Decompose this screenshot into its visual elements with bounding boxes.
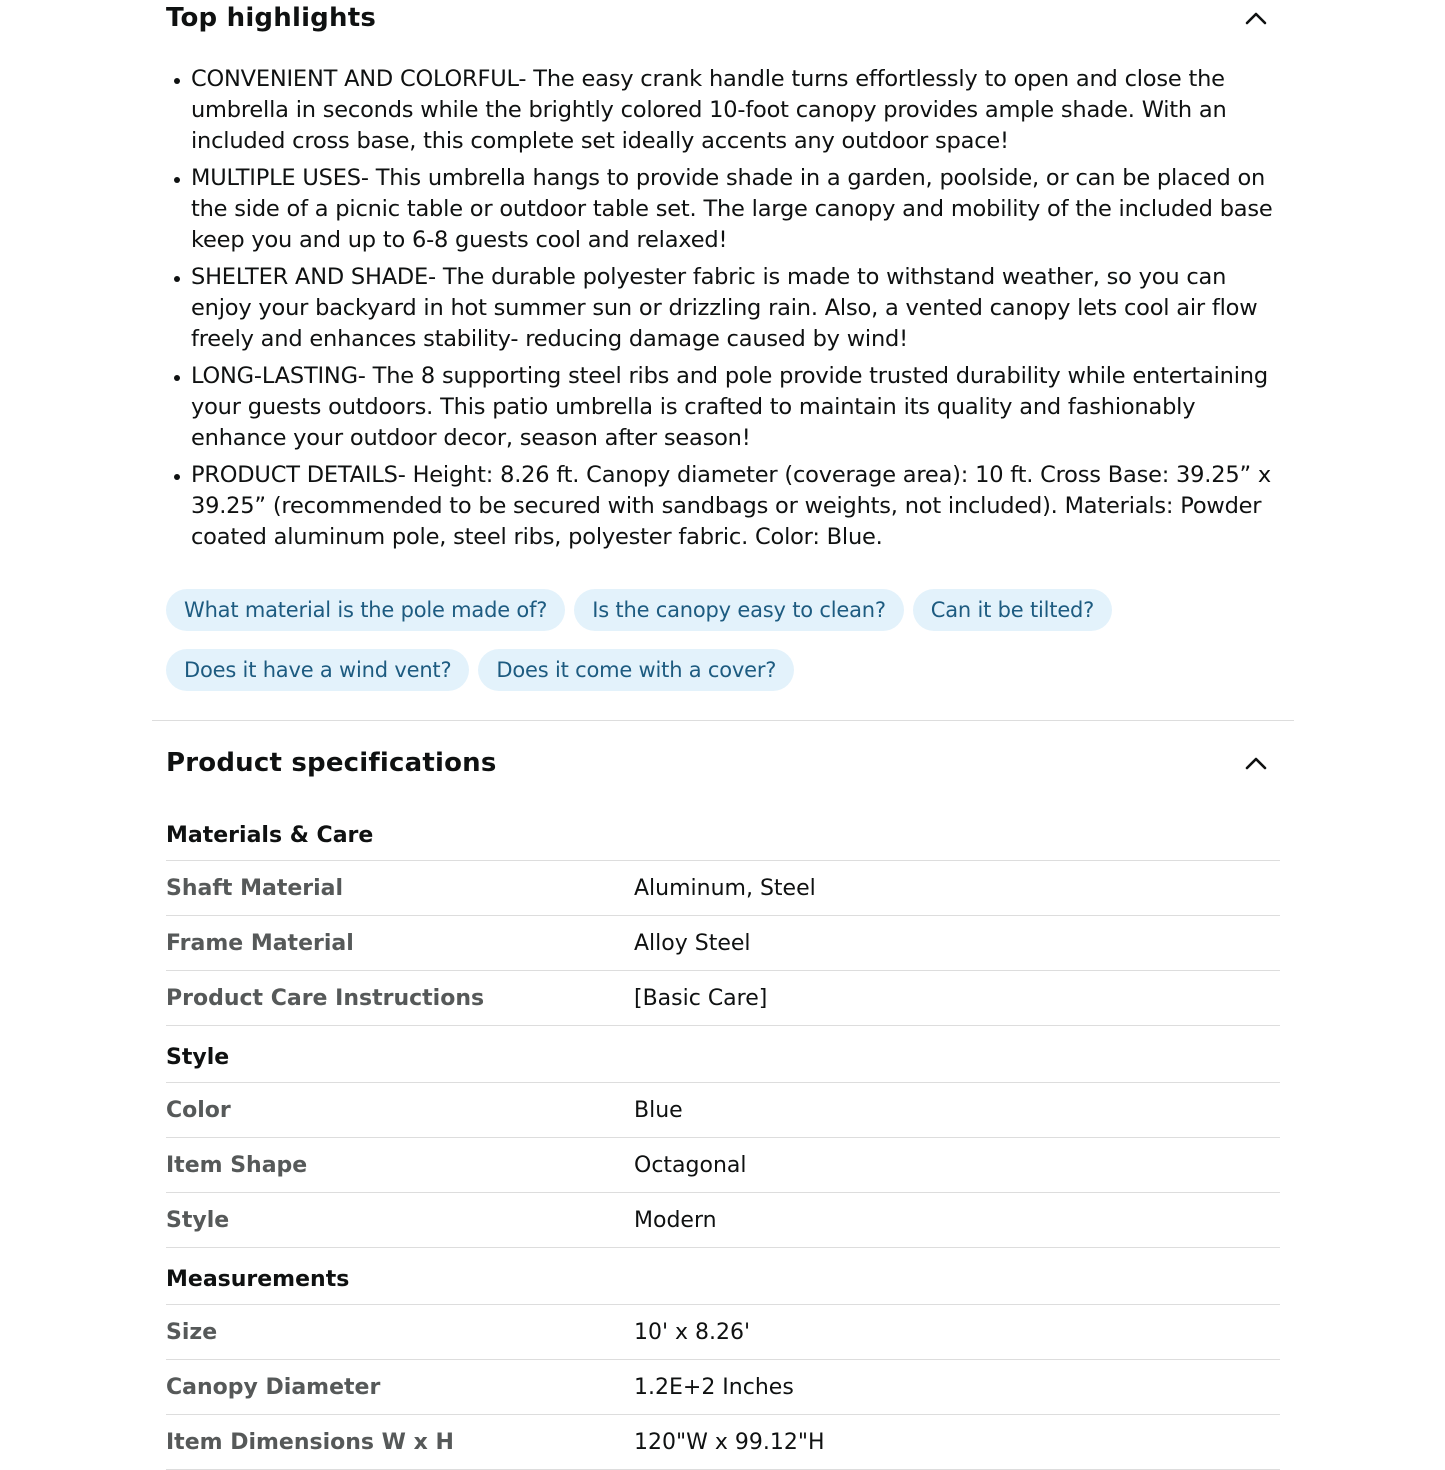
specifications-table bbox=[166, 810, 1280, 1470]
spec-value: Blue bbox=[634, 1097, 683, 1123]
spec-row bbox=[166, 1415, 1280, 1470]
spec-value: 10' x 8.26' bbox=[634, 1319, 751, 1345]
question-chip-pole-material[interactable]: What material is the pole made of? bbox=[166, 589, 565, 631]
spec-group-title: Materials & Care bbox=[166, 810, 1280, 861]
spec-row bbox=[166, 971, 1280, 1026]
spec-label: Canopy Diameter bbox=[166, 1374, 381, 1400]
highlights-list bbox=[166, 64, 1286, 559]
chevron-up-icon bbox=[1245, 11, 1267, 25]
collapse-specifications-button[interactable] bbox=[1242, 749, 1270, 777]
spec-label: Frame Material bbox=[166, 930, 354, 956]
spec-value: 1.2E+2 Inches bbox=[634, 1374, 794, 1400]
product-specifications-header[interactable] bbox=[166, 744, 1278, 782]
spec-row bbox=[166, 1083, 1280, 1138]
spec-group-materials-care bbox=[166, 810, 1280, 1026]
question-chips bbox=[166, 589, 1286, 691]
highlight-item: PRODUCT DETAILS- Height: 8.26 ft. Canopy diameter (coverage area): 10 ft. Cross Base: 39.25” x 39.25” (recommended to be secured with sandbags or weights, not included). Materials: Powder coated aluminum pole, steel ribs, polyester fabric. Color: Blue. bbox=[166, 460, 1286, 553]
top-highlights-title: Top highlights bbox=[166, 3, 377, 33]
collapse-highlights-button[interactable] bbox=[1242, 4, 1270, 32]
spec-group-title: Style bbox=[166, 1032, 1280, 1083]
spec-row bbox=[166, 861, 1280, 916]
highlight-item: SHELTER AND SHADE- The durable polyester fabric is made to withstand weather, so you can enjoy your backyard in hot summer sun or drizzling rain. Also, a vented canopy lets cool air flow freely and enhances stability- reducing damage caused by wind! bbox=[166, 262, 1286, 355]
spec-value: 120"W x 99.12"H bbox=[634, 1429, 825, 1455]
section-divider bbox=[152, 720, 1294, 721]
spec-group-style bbox=[166, 1032, 1280, 1248]
spec-value: Aluminum, Steel bbox=[634, 875, 816, 901]
spec-label: Color bbox=[166, 1097, 231, 1123]
question-chip-tilt[interactable]: Can it be tilted? bbox=[913, 589, 1112, 631]
question-chip-canopy-clean[interactable]: Is the canopy easy to clean? bbox=[574, 589, 904, 631]
spec-row bbox=[166, 916, 1280, 971]
top-highlights-header[interactable] bbox=[166, 0, 1278, 36]
product-specifications-title: Product specifications bbox=[166, 748, 497, 778]
spec-label: Style bbox=[166, 1207, 230, 1233]
spec-label: Shaft Material bbox=[166, 875, 344, 901]
highlight-item: CONVENIENT AND COLORFUL- The easy crank handle turns effortlessly to open and close the umbrella in seconds while the brightly colored 10-foot canopy provides ample shade. With an included cross base, this complete set ideally accents any outdoor space! bbox=[166, 64, 1286, 157]
spec-row bbox=[166, 1360, 1280, 1415]
chevron-up-icon bbox=[1245, 756, 1267, 770]
spec-row bbox=[166, 1138, 1280, 1193]
spec-value: Alloy Steel bbox=[634, 930, 751, 956]
highlight-item: LONG-LASTING- The 8 supporting steel ribs and pole provide trusted durability while entertaining your guests outdoors. This patio umbrella is crafted to maintain its quality and fashionably enhance your outdoor decor, season after season! bbox=[166, 361, 1286, 454]
spec-value: [Basic Care] bbox=[634, 985, 768, 1011]
spec-row bbox=[166, 1193, 1280, 1248]
question-chip-cover[interactable]: Does it come with a cover? bbox=[478, 649, 794, 691]
spec-label: Product Care Instructions bbox=[166, 985, 485, 1011]
highlight-item: MULTIPLE USES- This umbrella hangs to provide shade in a garden, poolside, or can be placed on the side of a picnic table or outdoor table set. The large canopy and mobility of the included base keep you and up to 6-8 guests cool and relaxed! bbox=[166, 163, 1286, 256]
spec-value: Octagonal bbox=[634, 1152, 747, 1178]
spec-label: Size bbox=[166, 1319, 218, 1345]
spec-label: Item Dimensions W x H bbox=[166, 1429, 454, 1455]
question-chip-wind-vent[interactable]: Does it have a wind vent? bbox=[166, 649, 469, 691]
spec-group-title: Measurements bbox=[166, 1254, 1280, 1305]
spec-group-measurements bbox=[166, 1254, 1280, 1470]
spec-value: Modern bbox=[634, 1207, 717, 1233]
spec-label: Item Shape bbox=[166, 1152, 308, 1178]
spec-row bbox=[166, 1305, 1280, 1360]
